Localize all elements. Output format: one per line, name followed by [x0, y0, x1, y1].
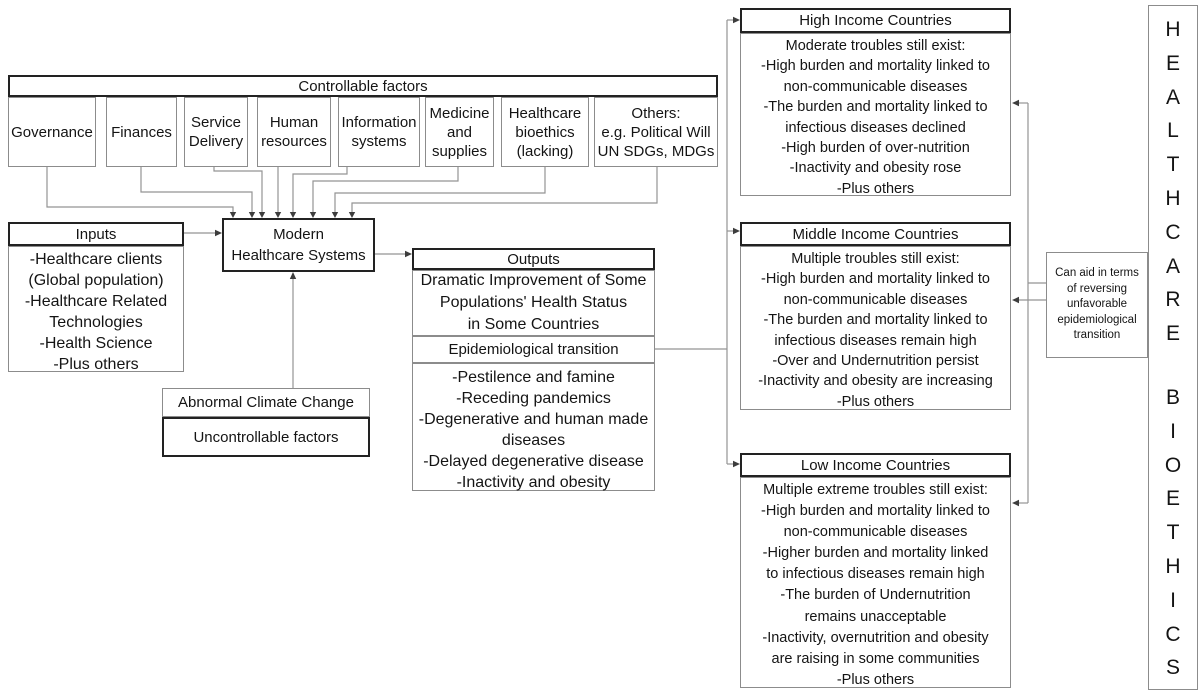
epidemiological-transition-box	[412, 336, 655, 363]
factor-human-resources: Human resources	[257, 97, 331, 167]
low-income-header	[740, 453, 1011, 477]
uncontrollable-factors-box	[162, 417, 370, 457]
banner-word-healthcare: H E A L T H C A R E	[1165, 18, 1181, 346]
can-aid-note-box: Can aid in terms of reversing unfavorable epidemiological transition	[1046, 252, 1148, 358]
epidemiological-transition-label: Epidemiological transition	[448, 341, 619, 358]
outputs-header	[412, 248, 655, 270]
factor-governance: Governance	[8, 97, 96, 167]
outputs-title: Outputs	[507, 250, 560, 268]
factor-service-delivery: Service Delivery	[184, 97, 248, 167]
abnormal-climate-change-box	[162, 388, 370, 417]
inputs-title: Inputs	[75, 225, 117, 243]
uncontrollable-factors-label: Uncontrollable factors	[193, 428, 339, 446]
middle-income-header	[740, 222, 1011, 246]
inputs-body: -Healthcare clients (Global population) -Healthcare Related Technologies -Health Science -Plus others	[8, 246, 184, 372]
high-income-title: High Income Countries	[799, 12, 952, 29]
low-income-body: Multiple extreme troubles still exist: -High burden and mortality linked to non-communicable diseases -Higher burden and mortality linked to infectious diseases remain high -The burden of Undernutrition remains unacceptable -Inactivity, overnutrition and obesity are raising in some communities -Plus others	[740, 477, 1011, 688]
modern-healthcare-systems-box: Modern Healthcare Systems	[222, 218, 375, 272]
high-income-body: Moderate troubles still exist: -High burden and mortality linked to non-communicable diseases -The burden and mortality linked to infectious diseases declined -High burden of over-nutrition -Inactivity and obesity rose -Plus others	[740, 33, 1011, 196]
controllable-factors-header	[8, 75, 718, 97]
outputs-improvement-box: Dramatic Improvement of Some Populations' Health Status in Some Countries	[412, 270, 655, 336]
factor-healthcare-bioethics: Healthcare bioethics (lacking)	[501, 97, 589, 167]
abnormal-climate-change-label: Abnormal Climate Change	[178, 394, 354, 411]
low-income-title: Low Income Countries	[800, 456, 951, 474]
transition-stages-box: -Pestilence and famine -Receding pandemics -Degenerative and human made diseases -Delayed degenerative disease -Inactivity and obesity	[412, 363, 655, 491]
factor-finances: Finances	[106, 97, 177, 167]
inputs-header	[8, 222, 184, 246]
controllable-factors-title: Controllable factors	[298, 77, 428, 95]
middle-income-body: Multiple troubles still exist: -High burden and mortality linked to non-communicable diseases -The burden and mortality linked to infectious diseases remain high -Over and Undernutrition persist -Inactivity and obesity are increasing -Plus others	[740, 246, 1011, 410]
factor-medicine-supplies: Medicine and supplies	[425, 97, 494, 167]
factor-others: Others: e.g. Political Will UN SDGs, MDGs	[594, 97, 718, 167]
high-income-header	[740, 8, 1011, 33]
healthcare-bioethics-banner	[1148, 5, 1198, 690]
banner-word-bioethics: B I O E T H I C S	[1164, 385, 1182, 680]
middle-income-title: Middle Income Countries	[792, 225, 959, 243]
factor-information-systems: Information systems	[338, 97, 420, 167]
